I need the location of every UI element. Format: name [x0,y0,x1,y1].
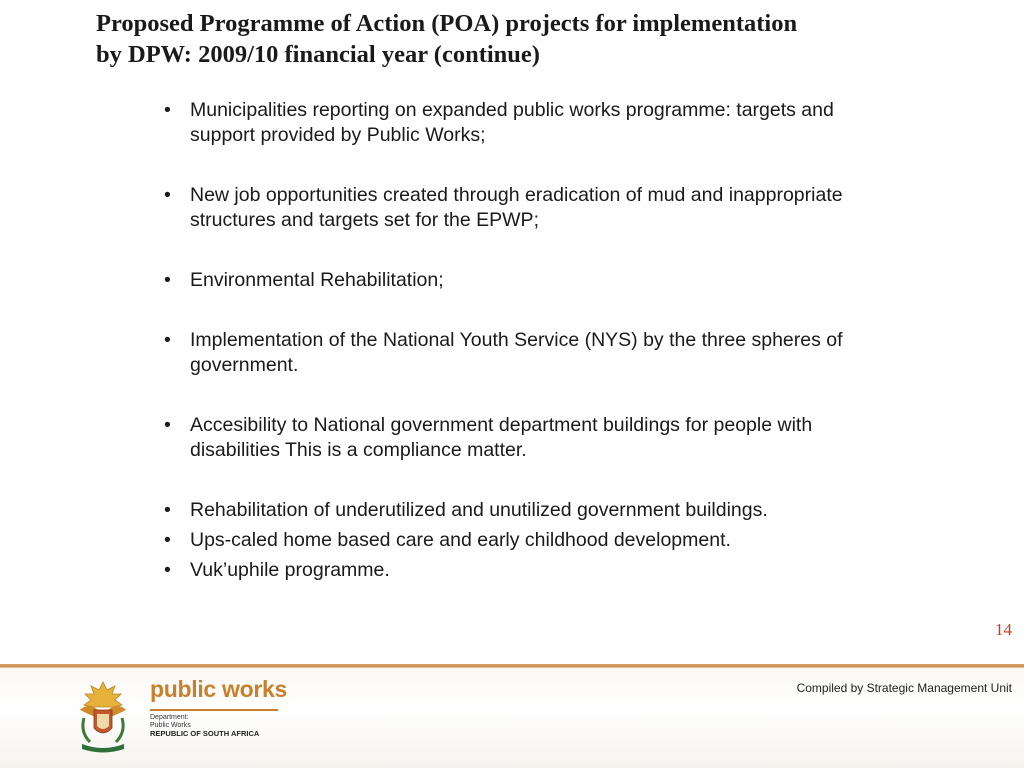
bullet-dot: • [164,559,171,581]
bullet-text-line: Vuk’uphile programme. [190,559,390,581]
bullet-text-line: Environmental Rehabilitation; [190,269,444,291]
logo-sub-line-1: Department: [150,714,189,721]
page-number: 14 [995,620,1012,639]
bullet-text-line: government. [190,354,299,376]
bullet-dot: • [164,99,171,121]
bullet-item-6 [164,498,964,523]
bullet-item-1 [164,98,964,148]
slide-title [96,8,976,70]
bullet-text-line: New job opportunities created through eradication of mud and inappropriate [190,184,843,206]
logo-brand-text: public works [150,676,287,702]
bullet-item-4 [164,328,964,378]
department-logo [74,676,294,758]
bullet-dot: • [164,329,171,351]
bullet-item-5 [164,413,964,463]
bullet-dot: • [164,529,171,551]
logo-subtext [150,714,259,738]
bullet-item-2 [164,183,964,233]
bullet-item-7 [164,528,964,553]
bullet-item-8 [164,558,964,583]
bullet-dot: • [164,414,171,436]
bullet-dot: • [164,269,171,291]
bullet-text-line: Municipalities reporting on expanded public works programme: targets and [190,99,834,121]
bullet-text-line: Accesibility to National government department buildings for people with [190,414,813,436]
bullet-text-line: disabilities This is a compliance matter. [190,439,527,461]
bullet-text-line: support provided by Public Works; [190,124,486,146]
footer-credit: Compiled by Strategic Management Unit [796,681,1012,695]
bullet-item-3 [164,268,964,293]
bullet-text-line: Rehabilitation of underutilized and unutilized government buildings. [190,499,768,521]
bullet-dot: • [164,184,171,206]
bullet-text-line: structures and targets set for the EPWP; [190,209,539,231]
bullet-text-line: Ups-caled home based care and early childhood development. [190,529,731,551]
slide-title-line-1: Proposed Programme of Action (POA) projects for implementation [96,10,798,37]
logo-country: REPUBLIC OF SOUTH AFRICA [150,729,260,738]
slide-title-line-2: by DPW: 2009/10 financial year (continue) [96,41,540,68]
logo-rule [150,709,278,711]
logo-sub-line-2: Public Works [150,722,191,729]
coat-of-arms-icon [74,680,132,754]
bullet-dot: • [164,499,171,521]
bullet-text-line: Implementation of the National Youth Service (NYS) by the three spheres of [190,329,843,351]
